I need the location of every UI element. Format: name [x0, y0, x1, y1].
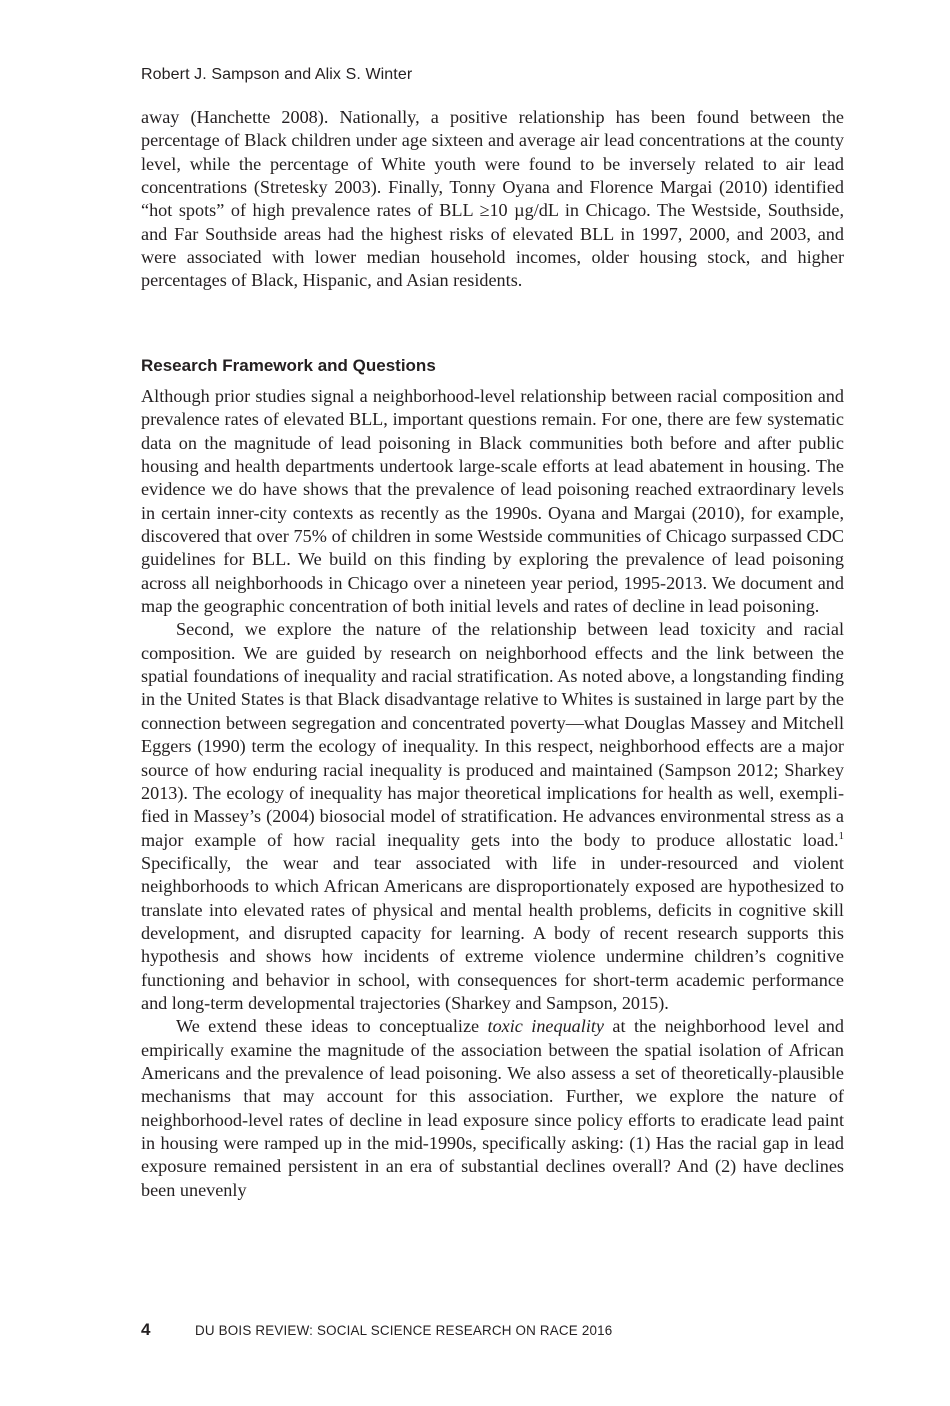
page-footer	[141, 1320, 612, 1340]
journal-name: DU BOIS REVIEW: SOCIAL SCIENCE RESEARCH ON RACE 2016	[195, 1323, 613, 1338]
body-paragraph: Although prior studies signal a neighborhood-level relationship between racial composition and prevalence rates of elevated BLL, important questions remain. For one, there are few systematic data on the magnitude of lead poisoning in Black communities both before and after public housing and health departments undertook large-scale efforts at lead abatement in housing. The evidence we do have shows that the prevalence of lead poisoning reached extraordinary levels in certain inner-city contexts as recently as the 1990s. Oyana and Margai (2010), for example, discovered that over 75% of children in some Westside communities of Chicago surpassed CDC guidelines for BLL. We build on this finding by exploring the prevalence of lead poisoning across all neighborhoods in Chicago over a nineteen year period, 1995-2013. We document and map the geographic concentration of both initial levels and rates of decline in lead poisoning.	[141, 386, 844, 617]
body-paragraph	[141, 618, 844, 1015]
footnote-marker[interactable]: 1	[838, 829, 844, 842]
section-body	[141, 385, 844, 1202]
paragraph-text: Second, we explore the nature of the relationship between lead toxicity and racial composition. We are guided by research on neighborhood effects and the link between the spatial foundations of inequality and racial stratification. As noted above, a longstanding finding in the United States is that Black disadvantage relative to Whites is sustained in large part by the connection between segregation and concentrated poverty—what Douglas Massey and Mitchell Eggers (1990) term the ecology of inequality. In this respect, neighborhood effects are a major source of how enduring racial inequality is produced and maintained (Sampson 2012; Sharkey 2013). The ecology of inequality has major theoretical implications for health as well, exemplified in Massey’s (2004) biosocial model of stratification. He advances environmental stress as a major example of how racial inequality gets into the body to produce allostatic load.	[141, 619, 844, 850]
emphasized-term: toxic inequality	[487, 1016, 605, 1037]
body-paragraph: away (Hanchette 2008). Nationally, a positive relationship has been found between the percentage of Black children under age sixteen and average air lead concentrations at the county level, while the percentage of White youth were found to be inversely related to air lead concentrations (Stretesky 2003). Finally, Tonny Oyana and Florence Margai (2010) identified “hot spots” of high prevalence rates of BLL ≥10 µg/dL in Chicago. The Westside, Southside, and Far Southside areas had the highest risks of elevated BLL in 1997, 2000, and 2003, and were associated with lower median household incomes, older housing stock, and higher percentages of Black, Hispanic, and Asian residents.	[141, 107, 844, 291]
body-paragraph	[141, 1015, 844, 1202]
section-heading: Research Framework and Questions	[141, 356, 436, 375]
paragraph-text: Specifically, the wear and tear associated with life in under-resourced and violent neighborhoods to which African Americans are disproportionately exposed are hypothesized to translate into elevated rates of physical and mental health problems, deficits in cognitive skill development, and disrupted capacity for learning. A body of recent research supports this hypothesis and shows how incidents of extreme violence undermine children’s cognitive functioning and behavior in school, with consequences for short-term academic performance and long-term developmental trajectories (Sharkey and Sampson, 2015).	[141, 852, 844, 1013]
continued-paragraph-block	[141, 106, 844, 293]
running-head-authors: Robert J. Sampson and Alix S. Winter	[141, 66, 413, 83]
paragraph-text: We extend these ideas to conceptualize	[176, 1016, 488, 1037]
page-number: 4	[141, 1320, 151, 1339]
paragraph-text: at the neighborhood level and empirically examine the magnitude of the association between the spatial isolation of African Americans and the prevalence of lead poisoning. We also assess a set of theoretically-plausible mechanisms that may account for this association. Further, we explore the nature of neighborhood-level rates of decline in lead exposure since policy efforts to eradicate lead paint in housing were ramped up in the mid-1990s, specifically asking: (1) Has the racial gap in lead exposure remained persistent in an era of substantial declines overall? And (2) have declines been unevenly	[141, 1016, 844, 1200]
